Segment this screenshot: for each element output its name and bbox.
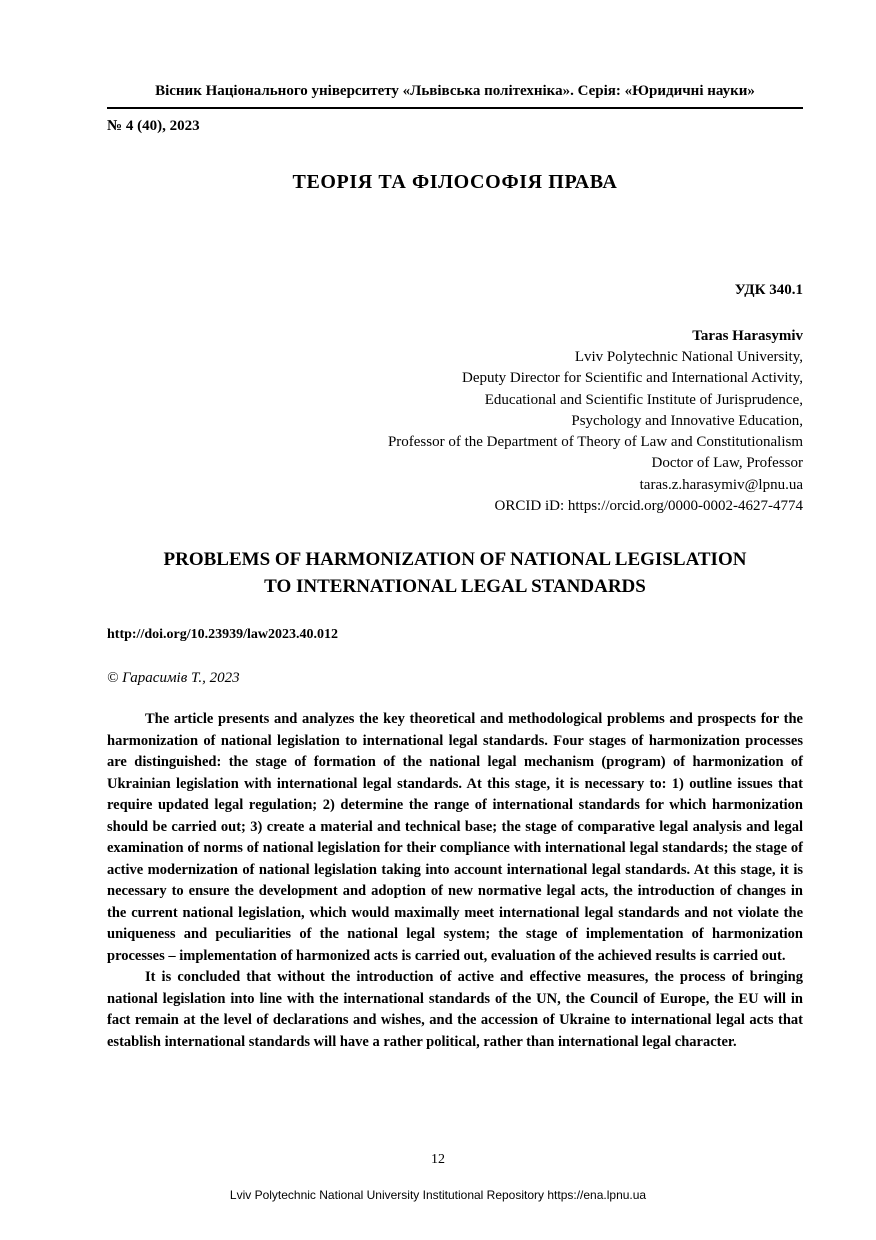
article-title (107, 546, 803, 600)
article-title-line: TO INTERNATIONAL LEGAL STANDARDS (264, 576, 646, 598)
author-affiliation-line: Lviv Polytechnic National University, (574, 349, 803, 365)
author-affiliation-line: Psychology and Innovative Education, (571, 412, 803, 429)
article-title-line: PROBLEMS OF HARMONIZATION OF NATIONAL LEGISLATION (163, 549, 747, 571)
author-affiliation-line: Professor of the Department of Theory of Law and Constitutionalism (387, 434, 803, 451)
author-block (107, 326, 803, 517)
page-number: 12 (431, 1152, 445, 1167)
repository-footer: Lviv Polytechnic National University Institutional Repository https://ena.lpnu.ua (229, 1188, 647, 1202)
author-email: taras.z.harasymiv@lpnu.ua (639, 476, 803, 493)
author-affiliation-line: Educational and Scientific Institute of Jurisprudence, (484, 391, 803, 408)
author-affiliation-line: Doctor of Law, Professor (651, 455, 803, 472)
journal-header: Вісник Національного університету «Львівська політехніка». Серія: «Юридичні науки» (107, 82, 803, 109)
section-title: ТЕОРІЯ ТА ФІЛОСОФІЯ ПРАВА (292, 171, 618, 193)
issue-number: № 4 (40), 2023 (107, 118, 200, 134)
abstract (107, 709, 803, 1053)
author-name: Taras Harasymiv (692, 328, 803, 344)
udc-code: УДК 340.1 (734, 282, 803, 298)
doi-link: http://doi.org/10.23939/law2023.40.012 (107, 627, 339, 643)
copyright-notice: © Гарасимів Т., 2023 (107, 670, 240, 687)
author-orcid: ORCID iD: https://orcid.org/0000-0002-4627-4774 (494, 498, 803, 515)
abstract-paragraph: The article presents and analyzes the key theoretical and methodological problems and prospects for the harmonization of national legislation to international legal standards. Four stages of harmonization processes are distinguished: the stage of formation of the national legal mechanism (program) of harmonization of Ukrainian legislation with international legal standards. At this stage, it is necessary to: 1) outline issues that require updated legal regulation; 2) determine the range of international standards for which harmonization should be carried out; 3) create a material and technical base; the stage of comparative legal analysis and legal examination of norms of national legislation for their compliance with international legal standards; the stage of active modernization of national legislation taking into account international legal standards. At this stage, it is necessary to ensure the development and adoption of new normative legal acts, the introduction of changes in the current national legislation, which would maximally meet international legal standards and not violate the uniqueness and peculiarities of the national legal system; the stage of implementation of harmonization processes – implementation of harmonized acts is carried out, evaluation of the achieved results is carried out. (107, 711, 803, 964)
author-affiliation-line: Deputy Director for Scientific and International Activity, (461, 370, 803, 387)
abstract-paragraph: It is concluded that without the introduction of active and effective measures, the process of bringing national legislation into line with the international standards of the UN, the Council of Europe, the EU will in fact remain at the level of declarations and wishes, and the accession of Ukraine to international legal acts that establish international standards will have a rather political, rather than international legal character. (107, 969, 803, 1050)
